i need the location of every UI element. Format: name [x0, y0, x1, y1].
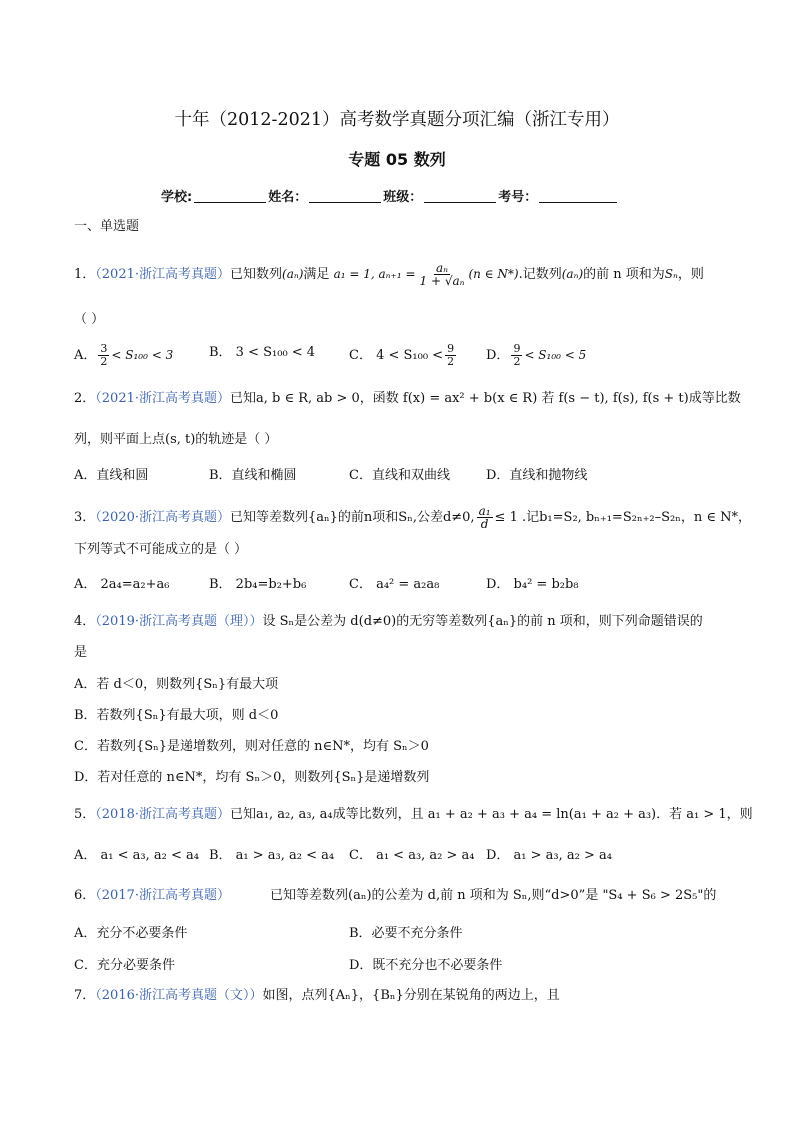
question-5: [74, 806, 753, 824]
fraction-numerator: aₙ: [435, 261, 449, 275]
question-6: [74, 887, 716, 905]
fraction-denominator: 2: [447, 355, 455, 368]
option-d[interactable]: D．既不充分也不必要条件: [349, 958, 503, 973]
option-a[interactable]: A．若 d＜0，则数列{Sₙ}有最大项: [74, 677, 279, 692]
question-number: 7．: [74, 988, 96, 1003]
question-source: （2021·浙江高考真题）: [95, 267, 230, 282]
question-number: 1．: [74, 267, 96, 282]
question-text: ≤ 1 .记b₁=S₂, bₙ₊₁=S₂ₙ₊₂–S₂ₙ，n ∈ N*，: [494, 510, 752, 525]
question-4-line-2: 是: [74, 645, 88, 660]
class-blank[interactable]: [424, 189, 496, 203]
fraction: [98, 343, 109, 368]
question-source: （2016·浙江高考真题（文））: [95, 988, 263, 1003]
document-title: 十年（2012-2021）高考数学真题分项汇编（浙江专用）: [174, 110, 620, 130]
question-source: （2021·浙江高考真题）: [95, 391, 230, 406]
option-c[interactable]: C．若数列{Sₙ}是递增数列，则对任意的 n∈N*，均有 Sₙ＞0: [74, 739, 429, 754]
option-label: C． 4 < S₁₀₀ <: [349, 348, 444, 363]
question-source: （2018·浙江高考真题）: [95, 807, 230, 822]
name-label: 姓名：: [268, 190, 308, 205]
option-b[interactable]: B． 3 < S₁₀₀ < 4: [209, 345, 316, 360]
option-a[interactable]: [74, 343, 173, 368]
name-blank[interactable]: [309, 189, 381, 203]
question-2-line-2: 列，则平面上点(s, t)的轨迹是（ ）: [74, 432, 278, 447]
question-text: 已知数列: [230, 267, 283, 282]
fraction-denominator: d: [480, 517, 489, 531]
option-c[interactable]: C． a₄² = a₂a₈: [349, 577, 440, 592]
fraction-numerator: 3: [100, 342, 108, 355]
option-d[interactable]: D． b₄² = b₂b₈: [486, 577, 579, 592]
question-3-line-2: 下列等式不可能成立的是（ ）: [74, 542, 248, 557]
option-c[interactable]: C．充分必要条件: [74, 958, 175, 973]
option-label: D．: [486, 348, 510, 363]
option-b[interactable]: B． 2b₄=b₂+b₆: [209, 577, 307, 592]
option-d[interactable]: D． a₁ > a₃, a₂ > a₄: [486, 848, 612, 863]
question-text: 已知等差数列{aₙ}的前n项和Sₙ,公差d≠0,: [230, 510, 475, 525]
document-subtitle: 专题 05 数列: [348, 150, 446, 169]
fraction-numerator: 9: [513, 342, 521, 355]
option-label: A．: [74, 348, 97, 363]
option-a[interactable]: A． a₁ < a₃, a₂ < a₄: [74, 848, 199, 863]
class-label: 班级：: [383, 190, 423, 205]
fraction: [445, 343, 456, 368]
math-expression: < S₁₀₀ < 5: [524, 348, 587, 362]
exam-no-label: 考号：: [498, 190, 538, 205]
option-d[interactable]: D．若对任意的 n∈N*，均有 Sₙ＞0，则数列{Sₙ}是递增数列: [74, 770, 430, 785]
option-a[interactable]: A． 2a₄=a₂+a₆: [74, 577, 170, 592]
question-text: 满足: [303, 267, 330, 282]
question-text: 如图，点列{Aₙ}，{Bₙ}分别在某锐角的两边上，且: [262, 988, 560, 1003]
math-expression: a₁ = 1, aₙ₊₁ =: [333, 267, 416, 281]
school-label: 学校:: [161, 190, 193, 205]
math-expression: Sₙ: [664, 267, 678, 281]
question-text: 设 Sₙ是公差为 d(d≠0)的无穷等差数列{aₙ}的前 n 项和，则下列命题错误的: [262, 614, 703, 629]
question-source: （2019·浙江高考真题（理））: [95, 614, 263, 629]
option-d[interactable]: [486, 343, 586, 368]
question-text: 已知等差数列(aₙ)的公差为 d,前 n 项和为 Sₙ,则“d>0”是 "S₄ + S₆ > 2S₅"的: [270, 888, 717, 903]
fraction-numerator: 9: [447, 342, 455, 355]
question-3: [74, 505, 751, 530]
question-number: 2．: [74, 391, 96, 406]
option-a[interactable]: A．直线和圆: [74, 468, 149, 483]
fraction-numerator: a₁: [478, 504, 491, 518]
question-1: [74, 262, 704, 287]
student-info-fields: [161, 186, 619, 205]
section-heading: 一、单选题: [74, 219, 140, 234]
question-2: [74, 390, 741, 408]
question-number: 4．: [74, 614, 96, 629]
fraction: [418, 262, 467, 287]
question-source: （2017·浙江高考真题）: [95, 888, 230, 903]
question-text: 已知a₁, a₂, a₃, a₄成等比数列，且 a₁ + a₂ + a₃ + a₄ = ln(a₁ + a₂ + a₃)．若 a₁ > 1，则: [230, 807, 753, 822]
math-expression: (aₙ): [282, 267, 304, 281]
fraction: [477, 505, 493, 530]
option-b[interactable]: B． a₁ > a₃, a₂ < a₄: [209, 848, 335, 863]
exam-no-blank[interactable]: [539, 189, 617, 203]
option-c[interactable]: C．直线和双曲线: [349, 468, 450, 483]
option-b[interactable]: B．直线和椭圆: [209, 468, 297, 483]
question-4: [74, 613, 703, 631]
option-b[interactable]: B．必要不充分条件: [349, 926, 463, 941]
question-text: 已知a, b ∈ R, ab > 0，函数 f(x) = ax² + b(x ∈ R) 若 f(s − t), f(s), f(s + t)成等比数: [230, 391, 741, 406]
fraction-denominator: 2: [513, 355, 521, 368]
option-d[interactable]: D．直线和抛物线: [486, 468, 588, 483]
math-expression: < S₁₀₀ < 3: [111, 348, 174, 362]
math-expression: (n ∈ N*): [468, 267, 519, 281]
school-blank[interactable]: [194, 189, 266, 203]
question-7: [74, 987, 560, 1005]
fraction-denominator: 2: [100, 355, 108, 368]
option-a[interactable]: A．充分不必要条件: [74, 926, 188, 941]
question-number: 5．: [74, 807, 96, 822]
question-number: 3．: [74, 510, 96, 525]
fraction: [511, 343, 522, 368]
math-expression: (aₙ): [561, 267, 584, 281]
question-text: 的前 n 项和为: [583, 267, 665, 282]
fraction-denominator: 1 + √aₙ: [419, 274, 465, 288]
answer-paren: （ ）: [74, 312, 105, 327]
question-text: ，则: [677, 267, 704, 282]
option-c[interactable]: [349, 343, 458, 368]
option-b[interactable]: B．若数列{Sₙ}有最大项，则 d＜0: [74, 708, 279, 723]
option-c[interactable]: C． a₁ < a₃, a₂ > a₄: [349, 848, 475, 863]
question-number: 6．: [74, 888, 96, 903]
question-text: .记数列: [518, 267, 562, 282]
question-source: （2020·浙江高考真题）: [95, 510, 230, 525]
